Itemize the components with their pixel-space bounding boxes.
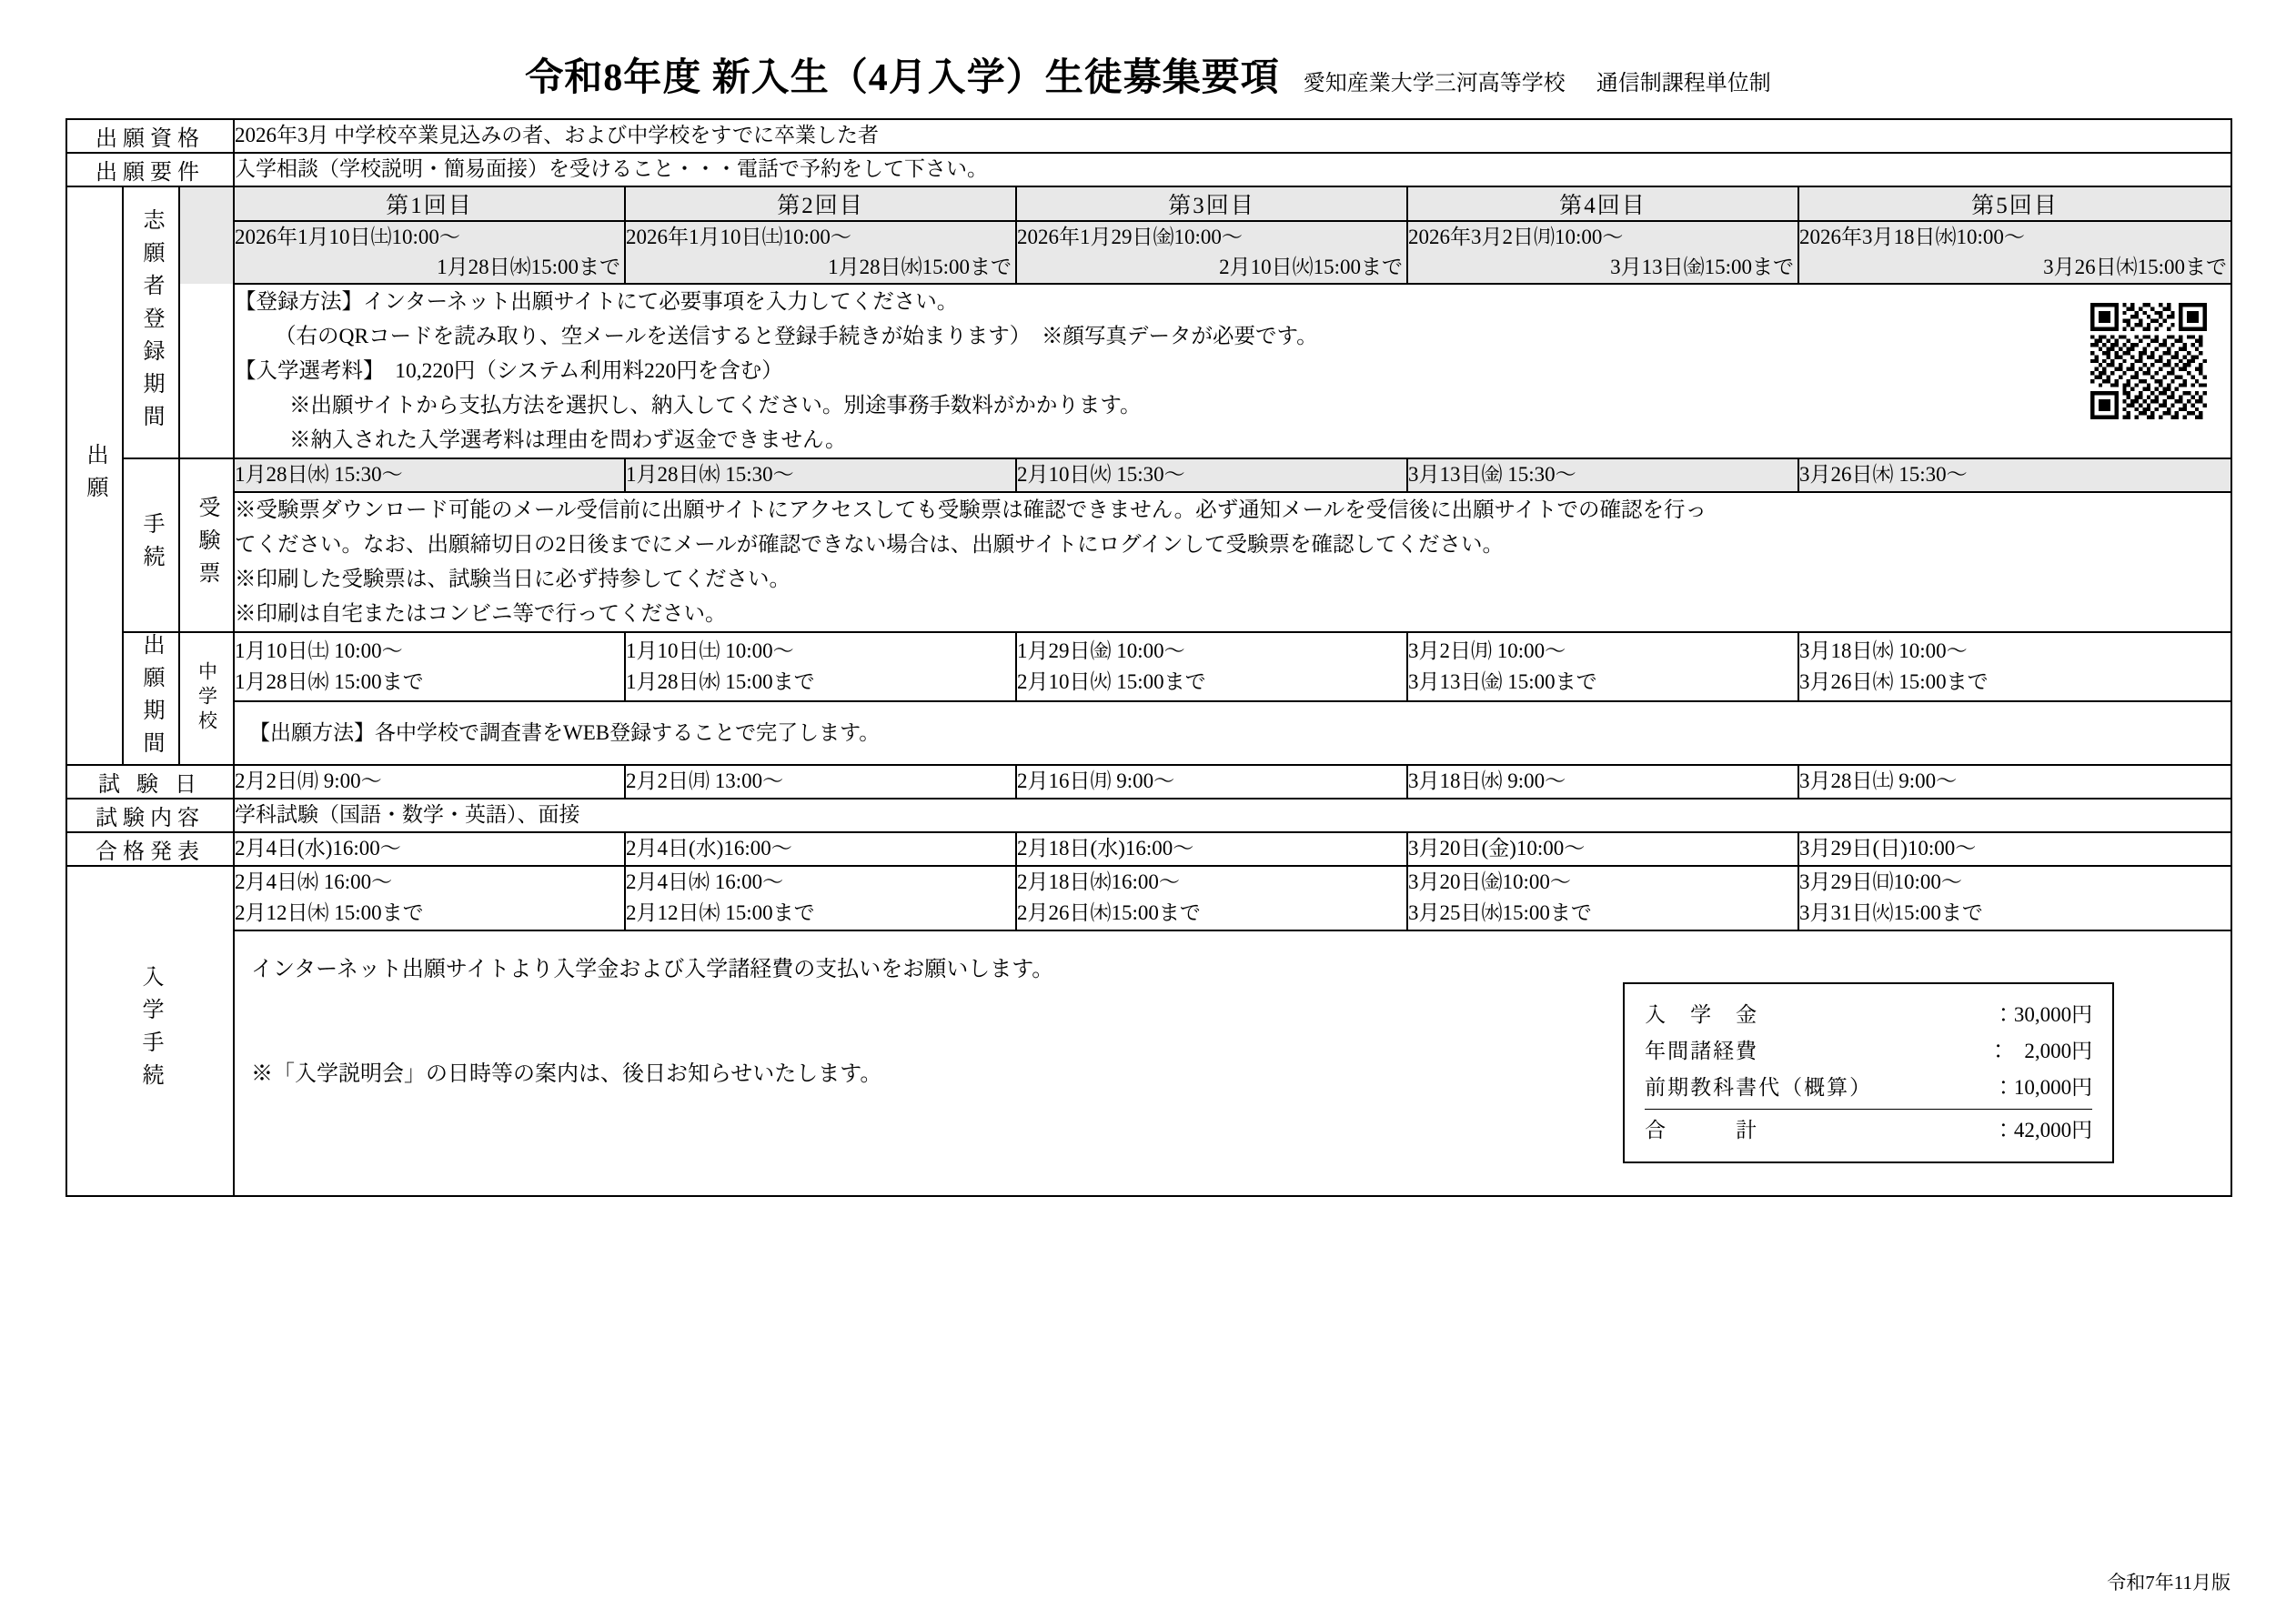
table-row-round-headers	[66, 186, 2231, 221]
fee-name: 合 計	[1645, 1118, 1759, 1141]
table-row-registration-notes	[66, 284, 2231, 458]
ticket-note-2: てください。なお、出願締切日の2日後までにメールが確認できない場合は、出願サイトにログインして受験票を確認してください。	[235, 532, 1504, 557]
registration-note-1: 【登録方法】インターネット出願サイトにて必要事項を入力してください。	[235, 289, 959, 314]
fee-row	[1645, 1070, 2092, 1106]
label-registration-period: 志願者登録期間	[123, 186, 179, 458]
ticket-note-4: ※印刷は自宅またはコンビニ等で行ってください。	[235, 601, 727, 626]
table-row-result	[66, 832, 2231, 866]
ticket-note-1: ※受験票ダウンロード可能のメール受信前に出願サイトにアクセスしても受験票は確認できません。必ず通知メールを受信後に出願サイトでの確認を行っ	[235, 498, 1707, 522]
exam-date-3: 2月16日㈪ 9:00〜	[1016, 765, 1407, 799]
school-period-5: 3月18日㈬ 10:00〜 3月26日㈭ 15:00まで	[1798, 632, 2231, 702]
table-row-school-note	[66, 701, 2231, 765]
result-4: 3月20日(金)10:00〜	[1407, 832, 1798, 866]
registration-note-4: ※出願サイトから支払方法を選択し、納入してください。別途事務手数料がかかります。	[289, 393, 1142, 417]
fee-name: 入 学 金	[1645, 1002, 1759, 1026]
enroll-period-2: 2月4日㈬ 16:00〜 2月12日㈭ 15:00まで	[625, 866, 1016, 930]
table-row-qualification	[66, 119, 2231, 153]
ticket-time-1: 1月28日㈬ 15:30〜	[234, 458, 625, 492]
round-header-3: 第3回目	[1016, 186, 1407, 221]
registration-period-1: 2026年1月10日㈯10:00〜 1月28日㈬15:00まで	[234, 221, 625, 284]
round-header-4: 第4回目	[1407, 186, 1798, 221]
enroll-note-2: ※「入学説明会」の日時等の案内は、後日お知らせいたします。	[251, 1062, 882, 1087]
enroll-notes-text	[235, 931, 1623, 1118]
label-application: 出願	[66, 186, 123, 765]
school-period-2: 1月10日㈯ 10:00〜 1月28日㈬ 15:00まで	[625, 632, 1016, 702]
requirements-table	[65, 118, 2232, 1197]
ticket-time-3: 2月10日㈫ 15:30〜	[1016, 458, 1407, 492]
enroll-note-1: インターネット出願サイトより入学金および入学諸経費の支払いをお願いします。	[251, 957, 1054, 981]
enroll-notes-wrap	[235, 931, 2231, 1180]
label-procedure: 出願期間	[123, 632, 179, 765]
registration-period-2: 2026年1月10日㈯10:00〜 1月28日㈬15:00まで	[625, 221, 1016, 284]
school-period-4: 3月2日㈪ 10:00〜 3月13日㈮ 15:00まで	[1407, 632, 1798, 702]
table-row-enroll-notes	[66, 930, 2231, 1196]
enroll-period-4: 3月20日㈮10:00〜 3月25日㈬15:00まで	[1407, 866, 1798, 930]
fee-name: 前期教科書代（概算）	[1645, 1076, 1873, 1100]
registration-note-5: ※納入された入学選考料は理由を問わず返金できません。	[289, 427, 847, 452]
result-5: 3月29日(日)10:00〜	[1798, 832, 2231, 866]
label-exam-content: 試験内容	[66, 799, 234, 832]
spacer-cell	[179, 284, 234, 458]
exam-date-1: 2月2日㈪ 9:00〜	[234, 765, 625, 799]
label-qualification: 出願資格	[66, 119, 234, 153]
school-period-1: 1月10日㈯ 10:00〜 1月28日㈬ 15:00まで	[234, 632, 625, 702]
exam-date-4: 3月18日㈬ 9:00〜	[1407, 765, 1798, 799]
school-period-3: 1月29日㈮ 10:00〜 2月10日㈫ 15:00まで	[1016, 632, 1407, 702]
ticket-time-2: 1月28日㈬ 15:30〜	[625, 458, 1016, 492]
exam-content-value: 学科試験（国語・数学・英語）、面接	[234, 799, 2231, 832]
label-enrollment: 入学手続	[66, 866, 234, 1196]
table-row-registration-periods	[66, 221, 2231, 284]
value-requirement: 入学相談（学校説明・簡易面接）を受けること・・・電話で予約をして下さい。	[234, 153, 2231, 186]
result-3: 2月18日(水)16:00〜	[1016, 832, 1407, 866]
qr-code-icon	[2090, 303, 2207, 419]
table-row-exam-content	[66, 799, 2231, 832]
fee-value: ：30,000円	[1992, 1002, 2093, 1026]
table-row-requirement	[66, 153, 2231, 186]
round-header-1: 第1回目	[234, 186, 625, 221]
ticket-time-5: 3月26日㈭ 15:30〜	[1798, 458, 2231, 492]
exam-date-5: 3月28日㈯ 9:00〜	[1798, 765, 2231, 799]
footer-revision: 令和7年11月版	[2107, 1572, 2231, 1594]
enroll-period-5: 3月29日㈰10:00〜 3月31日㈫15:00まで	[1798, 866, 2231, 930]
enroll-period-1: 2月4日㈬ 16:00〜 2月12日㈭ 15:00まで	[234, 866, 625, 930]
table-row-school-periods	[66, 632, 2231, 702]
fee-row-total	[1645, 1109, 2092, 1149]
ticket-time-4: 3月13日㈮ 15:30〜	[1407, 458, 1798, 492]
registration-note-2: （右のQRコードを読み取り、空メールを送信すると登録手続きが始まります） ※顔写真データが必要です。	[275, 324, 1318, 348]
round-header-5: 第5回目	[1798, 186, 2231, 221]
label-requirement: 出願要件	[66, 153, 234, 186]
school-name: 愛知産業大学三河高等学校	[1303, 72, 1566, 96]
table-row-exam-date	[66, 765, 2231, 799]
registration-period-5: 2026年3月18日㈬10:00〜 3月26日㈭15:00まで	[1798, 221, 2231, 284]
ticket-notes	[234, 492, 2231, 632]
course-name: 通信制課程単位制	[1596, 72, 1771, 96]
requirements-table-wrapper	[65, 118, 2231, 1197]
fee-value: ：10,000円	[1992, 1076, 2093, 1100]
document-header	[0, 0, 2296, 118]
header-subtitle	[1304, 65, 1771, 96]
fee-row	[1645, 1033, 2092, 1070]
result-2: 2月4日(水)16:00〜	[625, 832, 1016, 866]
value-qualification: 2026年3月 中学校卒業見込みの者、および中学校をすでに卒業した者	[234, 119, 2231, 153]
label-handling: 手続	[123, 458, 179, 632]
label-exam-date: 試 験 日	[66, 765, 234, 799]
exam-date-2: 2月2日㈪ 13:00〜	[625, 765, 1016, 799]
label-exam-ticket: 受験票	[179, 458, 234, 632]
fee-row	[1645, 997, 2092, 1033]
fee-summary-box	[1623, 982, 2114, 1163]
page-title: 令和8年度 新入生（4月入学）生徒募集要項	[525, 57, 1280, 99]
registration-period-3: 2026年1月29日㈮10:00〜 2月10日㈫15:00まで	[1016, 221, 1407, 284]
fee-name: 年間諸経費	[1645, 1040, 1759, 1062]
table-row-ticket-notes	[66, 492, 2231, 632]
label-result-announcement: 合格発表	[66, 832, 234, 866]
spacer-cell	[179, 186, 234, 221]
registration-note-3: 【入学選考料】 10,220円（システム利用料220円を含む）	[235, 358, 783, 383]
fee-value: ： 2,000円	[1992, 1040, 2093, 1062]
table-row-enroll-periods	[66, 866, 2231, 930]
ticket-note-3: ※印刷した受験票は、試験当日に必ず持参してください。	[235, 567, 791, 591]
school-note: 【出願方法】各中学校で調査書をWEB登録することで完了します。	[234, 701, 2231, 765]
enroll-notes-cell	[234, 930, 2231, 1196]
result-1: 2月4日(水)16:00〜	[234, 832, 625, 866]
registration-notes	[234, 284, 2231, 458]
table-row-ticket-times	[66, 458, 2231, 492]
round-header-2: 第2回目	[625, 186, 1016, 221]
spacer-cell	[179, 221, 234, 284]
enroll-period-3: 2月18日㈬16:00〜 2月26日㈭15:00まで	[1016, 866, 1407, 930]
registration-period-4: 2026年3月2日㈪10:00〜 3月13日㈮15:00まで	[1407, 221, 1798, 284]
label-junior-high-school: 中学校	[179, 632, 234, 765]
fee-value: ：42,000円	[1992, 1118, 2093, 1141]
